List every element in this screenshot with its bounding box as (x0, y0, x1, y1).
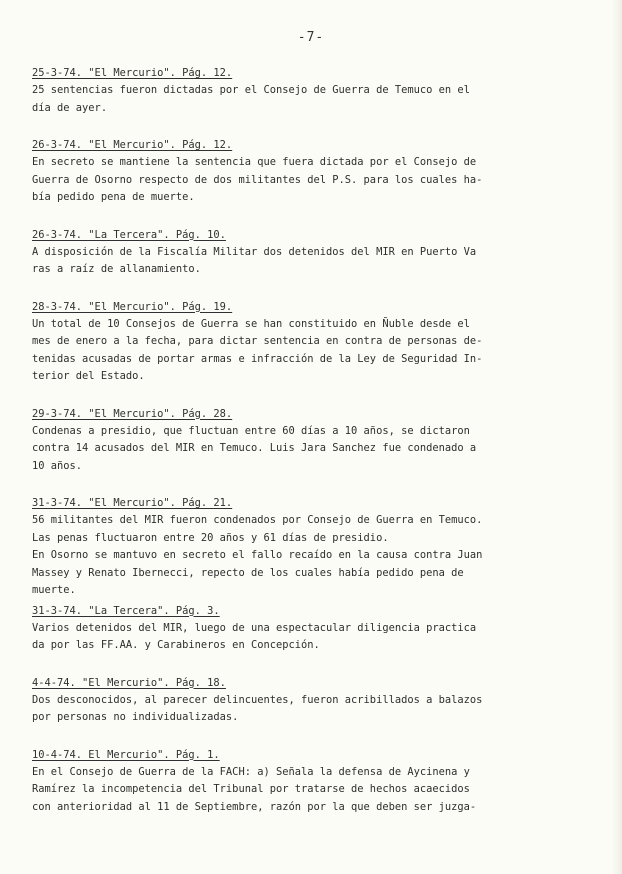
entries-list (32, 64, 572, 835)
news-entry (32, 602, 572, 655)
entry-heading: 4-4-74. "El Mercurio". Pág. 18. (32, 676, 226, 689)
entry-text-line: Un total de 10 Consejos de Guerra se han constituido en Ñuble desde el (32, 317, 470, 330)
entry-text-line: tenidas acusadas de portar armas e infracción de la Ley de Seguridad In- (32, 352, 483, 365)
entry-text-line: da por las FF.AA. y Carabineros en Concepción. (32, 639, 320, 651)
entry-heading: 31-3-74. "El Mercurio". Pág. 21. (32, 497, 233, 509)
entry-text-line: En secreto se mantiene la sentencia que fuera dictada por el Consejo de (32, 156, 477, 168)
entry-text-line: Ramírez la incompetencia del Tribunal por tratarse de hechos acaecidos (32, 783, 470, 795)
entry-text-line: Las penas fluctuaron entre 20 años y 61 días de presidio. (32, 531, 389, 544)
entry-heading: 26-3-74. "La Tercera". Pág. 10. (32, 228, 226, 241)
entry-heading: 31-3-74. "La Tercera". Pág. 3. (32, 604, 220, 617)
entry-text-line: bía pedido pena de muerte. (32, 191, 195, 203)
entry-text-line: 10 años. (32, 459, 83, 472)
news-entry (32, 494, 572, 600)
entry-text-line: Condenas a presidio, que fluctuan entre 60 días a 10 años, se dictaron (32, 424, 470, 437)
entry-heading: 10-4-74. El Mercurio". Pág. 1. (32, 748, 220, 761)
entry-heading: 25-3-74. "El Mercurio". Pág. 12. (32, 67, 233, 79)
entry-text-line: En Osorno se mantuvo en secreto el fallo recaído en la causa contra Juan (32, 549, 483, 561)
news-entry (32, 226, 572, 279)
entry-text-line: Dos desconocidos, al parecer delincuentes, fueron acribillados a balazos (32, 693, 483, 706)
page-number: -7- (297, 30, 325, 45)
entry-text-line: muerte. (32, 584, 76, 596)
entry-text-line: A disposición de la Fiscalía Militar dos detenidos del MIR en Puerto Va (32, 245, 477, 258)
entry-text-line: por personas no individualizadas. (32, 711, 239, 723)
entry-text-line: Guerra de Osorno respecto de dos militantes del P.S. para los cuales ha- (32, 173, 483, 186)
entry-text-line: día de ayer. (32, 101, 108, 114)
news-entry (32, 674, 572, 727)
news-entry (32, 746, 572, 817)
news-entry (32, 64, 572, 117)
entry-text-line: terior del Estado. (32, 370, 145, 382)
entry-text-line: Massey y Renato Ibernecci, repecto de los cuales había pedido pena de (32, 566, 464, 579)
entry-text-line: con anterioridad al 11 de Septiembre, razón por la que deben ser juzga- (32, 800, 477, 813)
entry-heading: 29-3-74. "El Mercurio". Pág. 28. (32, 407, 233, 420)
news-entry (32, 298, 572, 386)
entry-text-line: mes de enero a la fecha, para dictar sentencia en contra de personas de- (32, 335, 483, 347)
news-entry (32, 405, 572, 476)
entry-text-line: 56 militantes del MIR fueron condenados por Consejo de Guerra en Temuco. (32, 514, 483, 526)
entry-text-line: ras a raíz de allanamiento. (32, 263, 201, 275)
page-edge-shadow (612, 0, 622, 874)
entry-text-line: contra 14 acusados del MIR en Temuco. Luis Jara Sanchez fue condenado a (32, 442, 477, 454)
entry-text-line: 25 sentencias fueron dictadas por el Consejo de Guerra de Temuco en el (32, 84, 470, 96)
entry-text-line: Varios detenidos del MIR, luego de una espectacular diligencia practica (32, 621, 477, 634)
news-entry (32, 136, 572, 207)
entry-text-line: En el Consejo de Guerra de la FACH: a) Señala la defensa de Aycinena y (32, 765, 470, 778)
entry-heading: 28-3-74. "El Mercurio". Pág. 19. (32, 300, 233, 313)
entry-heading: 26-3-74. "El Mercurio". Pág. 12. (32, 139, 233, 151)
